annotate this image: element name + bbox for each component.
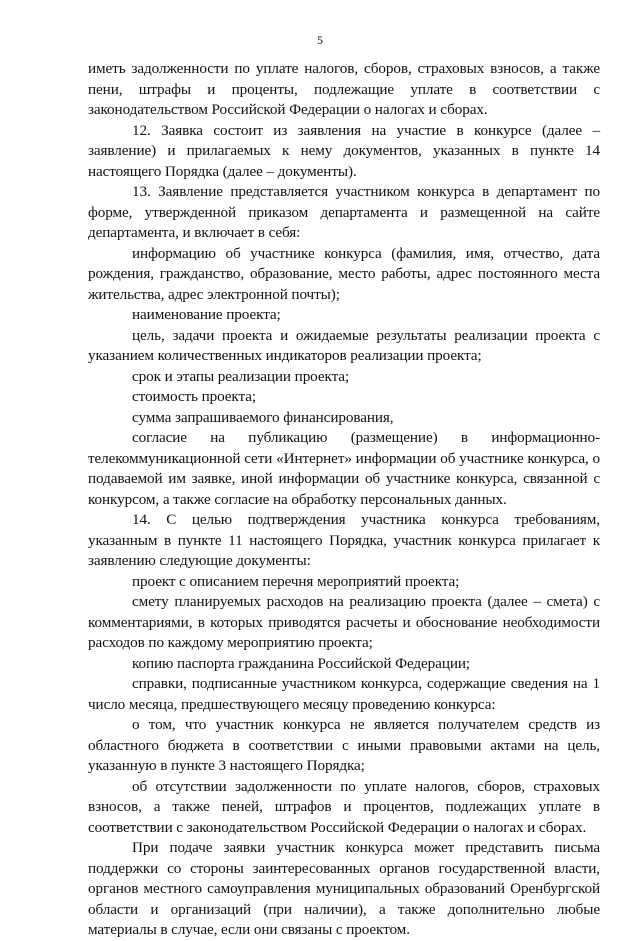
paragraph-13: 13. Заявление представляется участником конкурса в департамент по форме, утвержденной приказом департамента и размещенной на сайте департамента, и включает в себя: — [88, 183, 600, 241]
list-item-project-cost: стоимость проекта; — [132, 388, 256, 405]
list-item-consent: согласие на публикацию (размещение) в информационно-телекоммуникационной сети «Интернет» информации об участнике конкурса, о подаваемой им заявке, иной информации об участнике конкурса, связанной с конкурсом, а также согласие на обработку персональных данных. — [88, 429, 600, 508]
sub-item-no-debt: об отсутствии задолженности по уплате налогов, сборов, страховых взносов, а также пеней, штрафов и процентов, подлежащих уплате в соответствии с законодательством Российской Федерации о налогах и сборах. — [88, 777, 600, 836]
list-item-passport-copy: копию паспорта гражданина Российской Федерации; — [132, 654, 471, 672]
paragraph-12: 12. Заявка состоит из заявления на участие в конкурсе (далее – заявление) и прилагаемых к нему документов, указанных в пункте 14 настоящего Порядка (далее – документы). — [88, 121, 600, 180]
list-item-cost-estimate: смету планируемых расходов на реализацию проекта (далее – смета) с комментариями, в которых приводятся расчеты и обоснование необходимости расходов по каждому мероприятию проекта; — [88, 593, 600, 651]
paragraph-continuation: иметь задолженности по уплате налогов, сборов, страховых взносов, а также пени, штрафы и проценты, подлежащие уплате в соответствии с законодательством Российской Федерации о налогах и сборах. — [88, 60, 600, 118]
page-number: 5 — [317, 33, 323, 47]
list-item-requested-funding: сумма запрашиваемого финансирования, — [132, 408, 394, 426]
list-item-participant-info: информацию об участнике конкурса (фамилия, имя, отчество, дата рождения, гражданство, образование, место работы, адрес постоянного места жительства, адрес электронной почты); — [88, 244, 600, 303]
document-body — [88, 59, 600, 941]
paragraph-support-letters: При подаче заявки участник конкурса может представить письма поддержки со стороны заинтересованных органов государственной власти, органов местного самоуправления муниципальных образований Оренбургской области и организаций (при наличии), а также дополнительно любые материалы в случае, если они связаны с проектом. — [88, 839, 600, 938]
list-item-certificates: справки, подписанные участником конкурса, содержащие сведения на 1 число месяца, предшествующего месяцу проведению конкурса: — [88, 675, 600, 713]
list-item-project-goals: цель, задачи проекта и ожидаемые результаты реализации проекта с указанием количественных индикаторов реализации проекта; — [88, 326, 600, 364]
paragraph-14: 14. С целью подтверждения участника конкурса требованиям, указанным в пункте 11 настоящего Порядка, участник конкурса прилагает к заявлению следующие документы: — [88, 511, 600, 569]
list-item-project-description: проект с описанием перечня мероприятий проекта; — [132, 572, 460, 590]
sub-item-not-recipient: о том, что участник конкурса не является получателем средств из областного бюджета в соответствии с иными правовыми актами на цель, указанную в пункте 3 настоящего Порядка; — [88, 716, 600, 774]
list-item-project-timeline: срок и этапы реализации проекта; — [132, 367, 350, 385]
list-item-project-name: наименование проекта; — [132, 306, 281, 323]
